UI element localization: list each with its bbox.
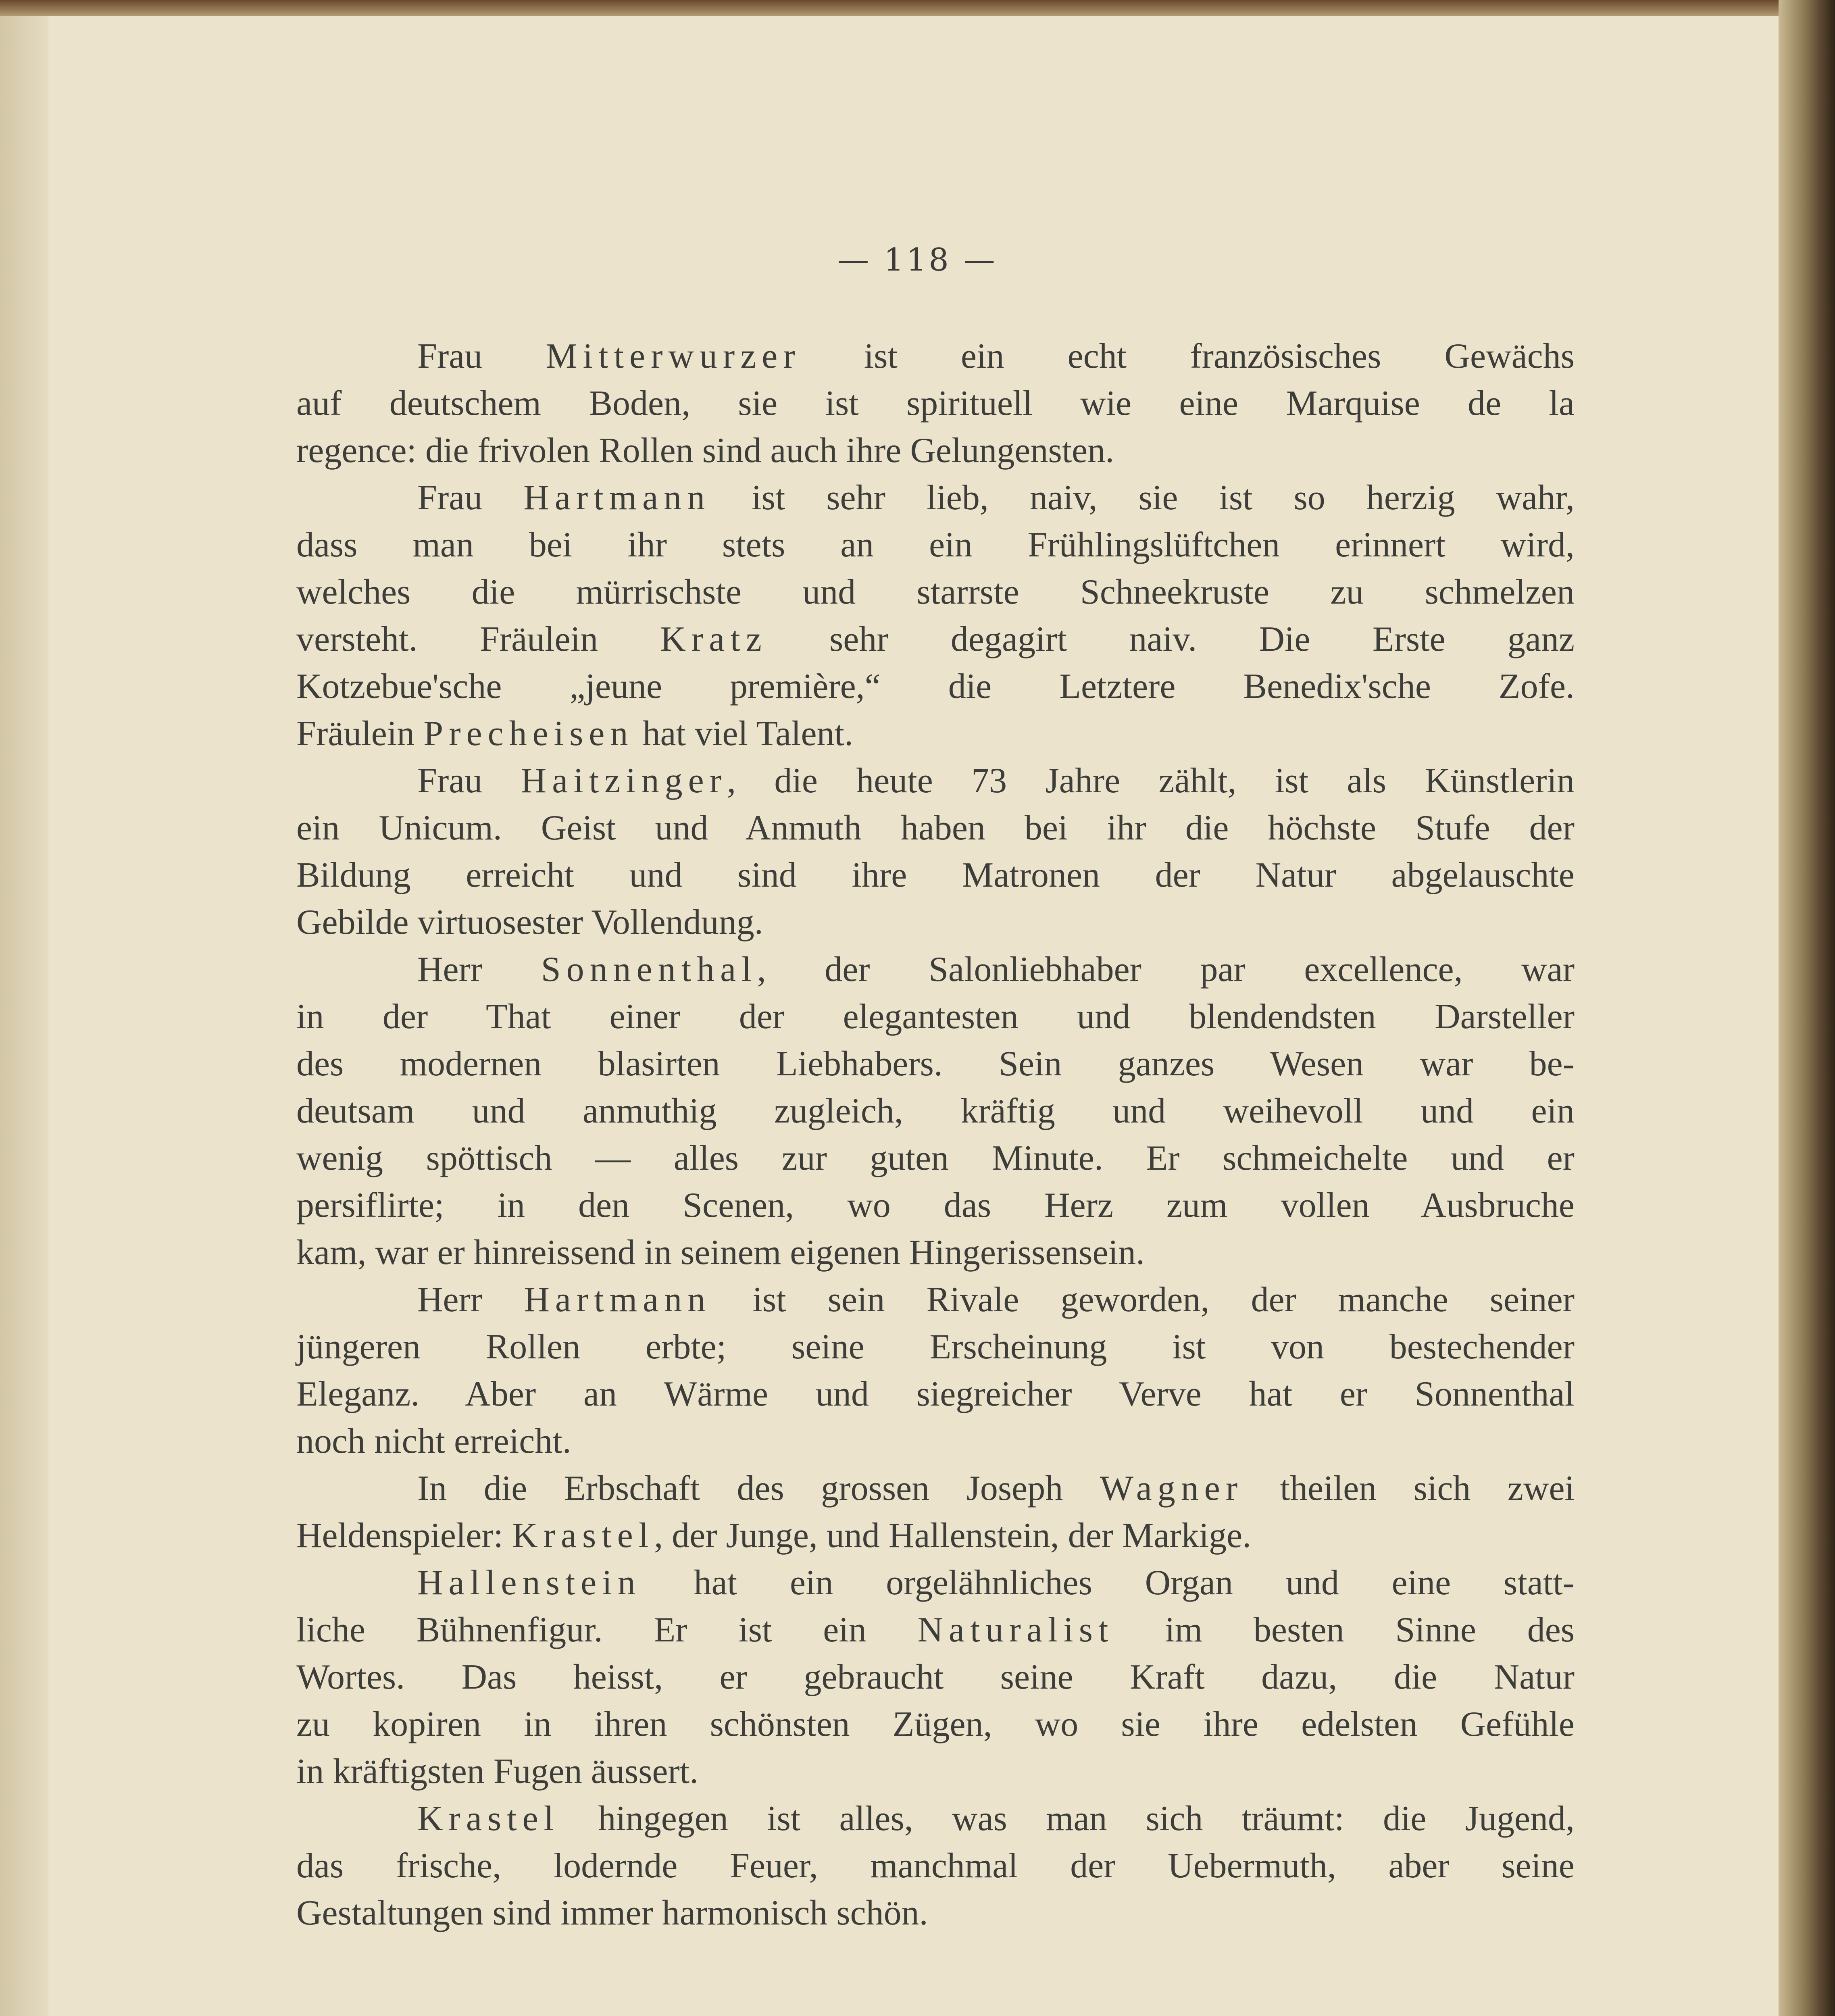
spaced-name: Krastel [512,1516,654,1555]
text-line [296,1229,1575,1276]
text-line [296,663,1575,710]
spaced-name: Hallenstein [417,1563,641,1602]
text-run: welches die mürrischste und starrste Schneekruste zu schmelzen [296,573,1575,612]
text-line [296,710,1575,757]
text-run: dass man bei ihr stets an ein Frühlingslüftchen erinnert wird, [296,525,1575,564]
text-line [296,427,1575,474]
text-run: hingegen ist alles, was man sich träumt: die Jugend, [559,1799,1575,1838]
text-run: ist ein echt französisches Gewächs [800,337,1575,376]
book-binding-edge [1779,0,1835,2016]
spaced-name: Kratz [660,620,767,659]
text-run: noch nicht erreicht. [296,1422,571,1461]
text-run: Fräulein [296,714,424,753]
page-left-margin [0,16,48,2016]
text-run: Bildung erreicht und sind ihre Matronen der Natur abgelauschte [296,856,1575,895]
text-line [296,1701,1575,1748]
text-run: wenig spöttisch — alles zur guten Minute. Er schmeichelte und er [296,1139,1575,1178]
text-run: auf deutschem Boden, sie ist spirituell wie eine Marquise de la [296,384,1575,423]
spaced-name: Haitzinger [521,761,727,800]
text-run: sehr degagirt naiv. Die Erste ganz [767,620,1575,659]
spaced-name: Sonnenthal [541,950,757,989]
text-run: , der Salonliebhaber par excellence, war [757,950,1575,989]
text-line [296,993,1575,1040]
text-run: in kräftigsten Fugen äussert. [296,1752,699,1791]
text-line [296,521,1575,569]
text-line [296,1512,1575,1559]
spaced-name: Naturalist [917,1610,1114,1649]
text-run: Gebilde virtuosester Vollendung. [296,903,763,942]
text-line [296,1748,1575,1795]
text-run: im besten Sinne des [1114,1610,1575,1649]
spaced-name: Mitterwurzer [546,337,801,376]
spaced-name: Wagner [1100,1469,1243,1508]
text-run: Frau [417,478,524,517]
spaced-name: Precheisen [423,714,634,753]
text-run: Herr [417,950,541,989]
spaced-name: Krastel [417,1799,560,1838]
text-line [296,569,1575,616]
text-line [296,1087,1575,1135]
text-run: jüngeren Rollen erbte; seine Erscheinung ist von bestechender [296,1327,1575,1366]
page-top-edge [0,0,1835,16]
text-line [296,474,1575,521]
text-line [296,1276,1575,1323]
text-run: Heldenspieler: [296,1516,512,1555]
text-line [296,1370,1575,1418]
text-line [296,616,1575,663]
text-line [296,946,1575,993]
text-line [296,1323,1575,1370]
text-run: , der Junge, und Hallenstein, der Markige. [654,1516,1252,1555]
text-line [296,1559,1575,1606]
text-run: Eleganz. Aber an Wärme und siegreicher Verve hat er Sonnenthal [296,1375,1575,1414]
text-line [296,1182,1575,1229]
text-line [296,1135,1575,1182]
spaced-name: Hartmann [524,1280,711,1319]
text-run: Gestaltungen sind immer harmonisch schön. [296,1893,928,1933]
text-line [296,1606,1575,1654]
text-run: kam, war er hinreissend in seinem eigenen Hingerissensein. [296,1233,1145,1272]
text-run: In die Erbschaft des grossen Joseph [417,1469,1100,1508]
text-run: hat viel Talent. [633,714,853,753]
text-run: ein Unicum. Geist und Anmuth haben bei ihr die höchste Stufe der [296,808,1575,848]
text-run: persiflirte; in den Scenen, wo das Herz zum vollen Ausbruche [296,1186,1575,1225]
text-run: liche Bühnenfigur. Er ist ein [296,1610,918,1649]
text-line [296,1418,1575,1465]
text-run: das frische, lodernde Feuer, manchmal der Uebermuth, aber seine [296,1846,1575,1885]
text-run: ist sein Rivale geworden, der manche seiner [711,1280,1575,1319]
text-line [296,380,1575,427]
text-line [296,1654,1575,1701]
text-line [296,1795,1575,1842]
text-run: zu kopiren in ihren schönsten Zügen, wo sie ihre edelsten Gefühle [296,1705,1575,1744]
text-line [296,1465,1575,1512]
text-run: in der That einer der elegantesten und blendendsten Darsteller [296,997,1575,1036]
text-line [296,1842,1575,1889]
text-run: hat ein orgelähnliches Organ und eine statt- [641,1563,1575,1602]
text-line [296,333,1575,380]
page-number: — 118 — [837,242,998,278]
text-run: regence: die frivolen Rollen sind auch ihre Gelungensten. [296,431,1114,470]
body-text [296,333,1575,1937]
text-line [296,899,1575,946]
text-line [296,1040,1575,1087]
text-run: Frau [417,337,546,376]
text-run: Herr [417,1280,524,1319]
text-run: Wortes. Das heisst, er gebraucht seine Kraft dazu, die Natur [296,1658,1575,1697]
text-line [296,757,1575,804]
text-run: des modernen blasirten Liebhabers. Sein ganzes Wesen war be- [296,1044,1575,1083]
text-run: versteht. Fräulein [296,620,660,659]
text-line [296,852,1575,899]
text-run: Frau [417,761,521,800]
text-run: , die heute 73 Jahre zählt, ist als Künstlerin [727,761,1575,800]
text-run: deutsam und anmuthig zugleich, kräftig und weihevoll und ein [296,1091,1575,1131]
spaced-name: Hartmann [523,478,711,517]
text-line [296,804,1575,852]
text-line [296,1889,1575,1937]
text-run: theilen sich zwei [1243,1469,1575,1508]
text-run: ist sehr lieb, naiv, sie ist so herzig wahr, [710,478,1575,517]
text-run: Kotzebue'sche „jeune première,“ die Letztere Benedix'sche Zofe. [296,667,1575,706]
